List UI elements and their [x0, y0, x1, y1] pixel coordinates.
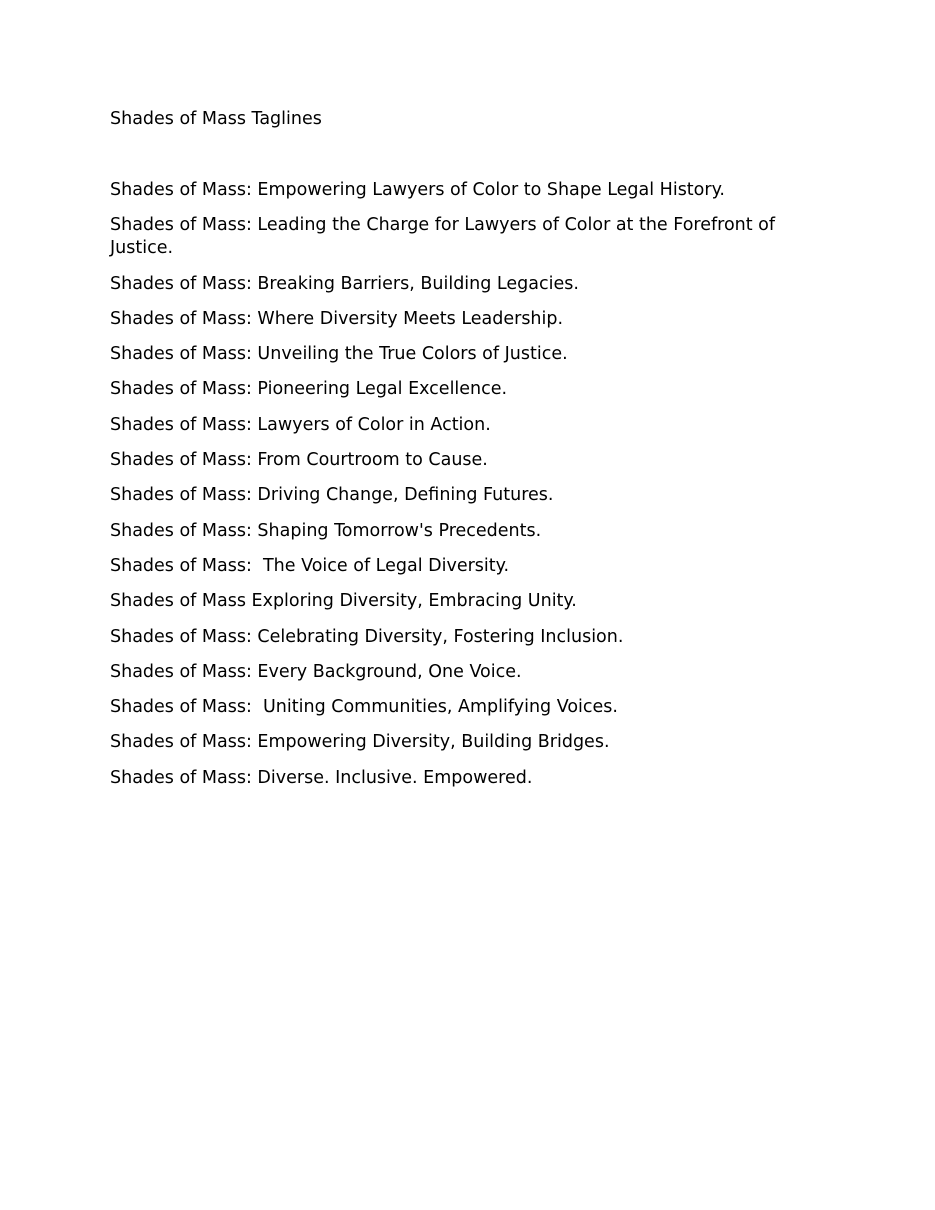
tagline-item: Shades of Mass: Celebrating Diversity, Fostering Inclusion.: [110, 626, 624, 647]
tagline-item: Shades of Mass: The Voice of Legal Diversity.: [110, 555, 510, 576]
tagline-item: Shades of Mass: Shaping Tomorrow's Precedents.: [110, 520, 542, 541]
tagline-item: Shades of Mass Exploring Diversity, Embracing Unity.: [110, 591, 577, 612]
tagline-item: Shades of Mass: Leading the Charge for Lawyers of Color at the Forefront of Justice.: [110, 215, 781, 259]
tagline-item: Shades of Mass: Unveiling the True Colors of Justice.: [110, 344, 568, 365]
tagline-item: Shades of Mass: Breaking Barriers, Building Legacies.: [110, 273, 579, 294]
tagline-item: Shades of Mass: Empowering Lawyers of Color to Shape Legal History.: [110, 180, 725, 200]
document-title: Shades of Mass Taglines: [110, 109, 322, 129]
tagline-item: Shades of Mass: Diverse. Inclusive. Empowered.: [110, 767, 533, 788]
tagline-item: Shades of Mass: Every Background, One Voice.: [110, 661, 522, 682]
tagline-list: [110, 179, 825, 802]
tagline-item: Shades of Mass: From Courtroom to Cause.: [110, 450, 488, 471]
tagline-item: Shades of Mass: Uniting Communities, Amplifying Voices.: [110, 697, 618, 718]
tagline-item: Shades of Mass: Driving Change, Defining Futures.: [110, 485, 554, 506]
tagline-item: Shades of Mass: Where Diversity Meets Leadership.: [110, 308, 564, 329]
tagline-item: Shades of Mass: Lawyers of Color in Action.: [110, 414, 491, 435]
tagline-item: Shades of Mass: Pioneering Legal Excellence.: [110, 379, 508, 400]
tagline-item: Shades of Mass: Empowering Diversity, Building Bridges.: [110, 732, 610, 753]
